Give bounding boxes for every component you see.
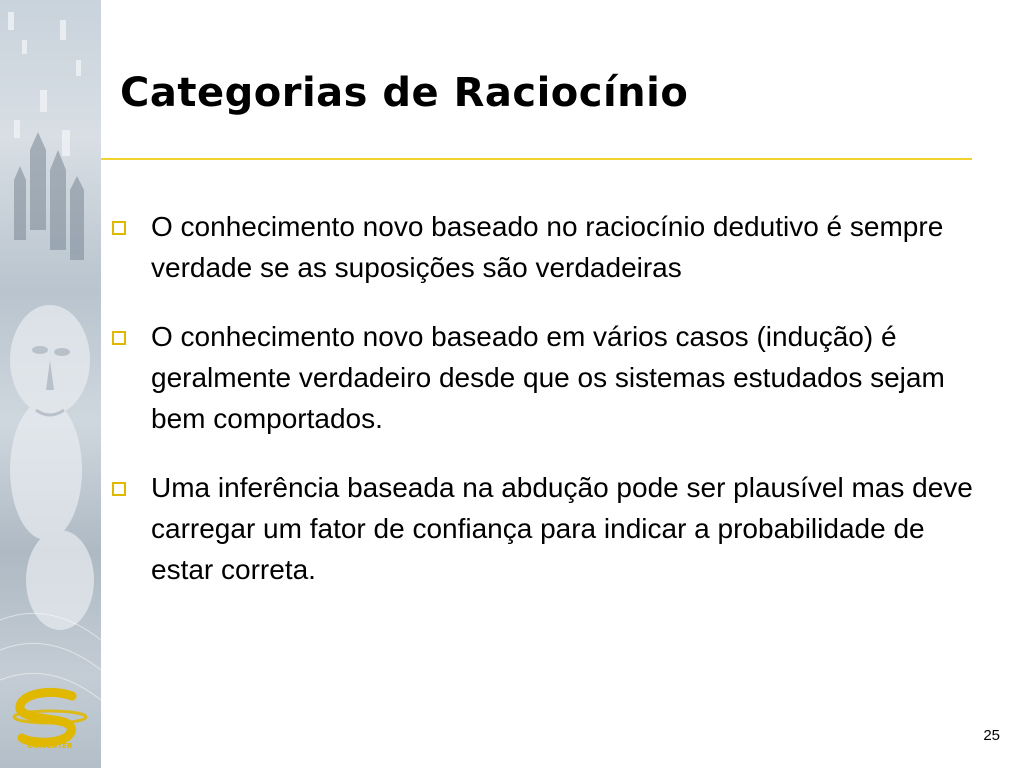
square-bullet-icon: [112, 221, 126, 235]
slide-title: Categorias de Raciocínio: [120, 70, 689, 116]
bullet-item: [112, 206, 992, 288]
bullet-item: [112, 467, 992, 590]
bullet-list: [112, 206, 992, 618]
bullet-text: Uma inferência baseada na abdução pode ser plausível mas deve carregar um fator de confiança para indicar a probabilidade de estar correta.: [151, 472, 973, 585]
logo-caption: UNICENTER: [27, 742, 73, 750]
page-number: 25: [983, 727, 1000, 744]
building-collage-icon: [0, 0, 101, 768]
title-divider: [101, 158, 972, 160]
bullet-text: O conhecimento novo baseado no raciocínio dedutivo é sempre verdade se as suposições são verdadeiras: [151, 211, 944, 283]
decorative-side-image: [0, 0, 101, 768]
square-bullet-icon: [112, 482, 126, 496]
square-bullet-icon: [112, 331, 126, 345]
bullet-item: [112, 316, 992, 439]
bullet-text: O conhecimento novo baseado em vários casos (indução) é geralmente verdadeiro desde que os sistemas estudados sejam bem comportados.: [151, 321, 945, 434]
